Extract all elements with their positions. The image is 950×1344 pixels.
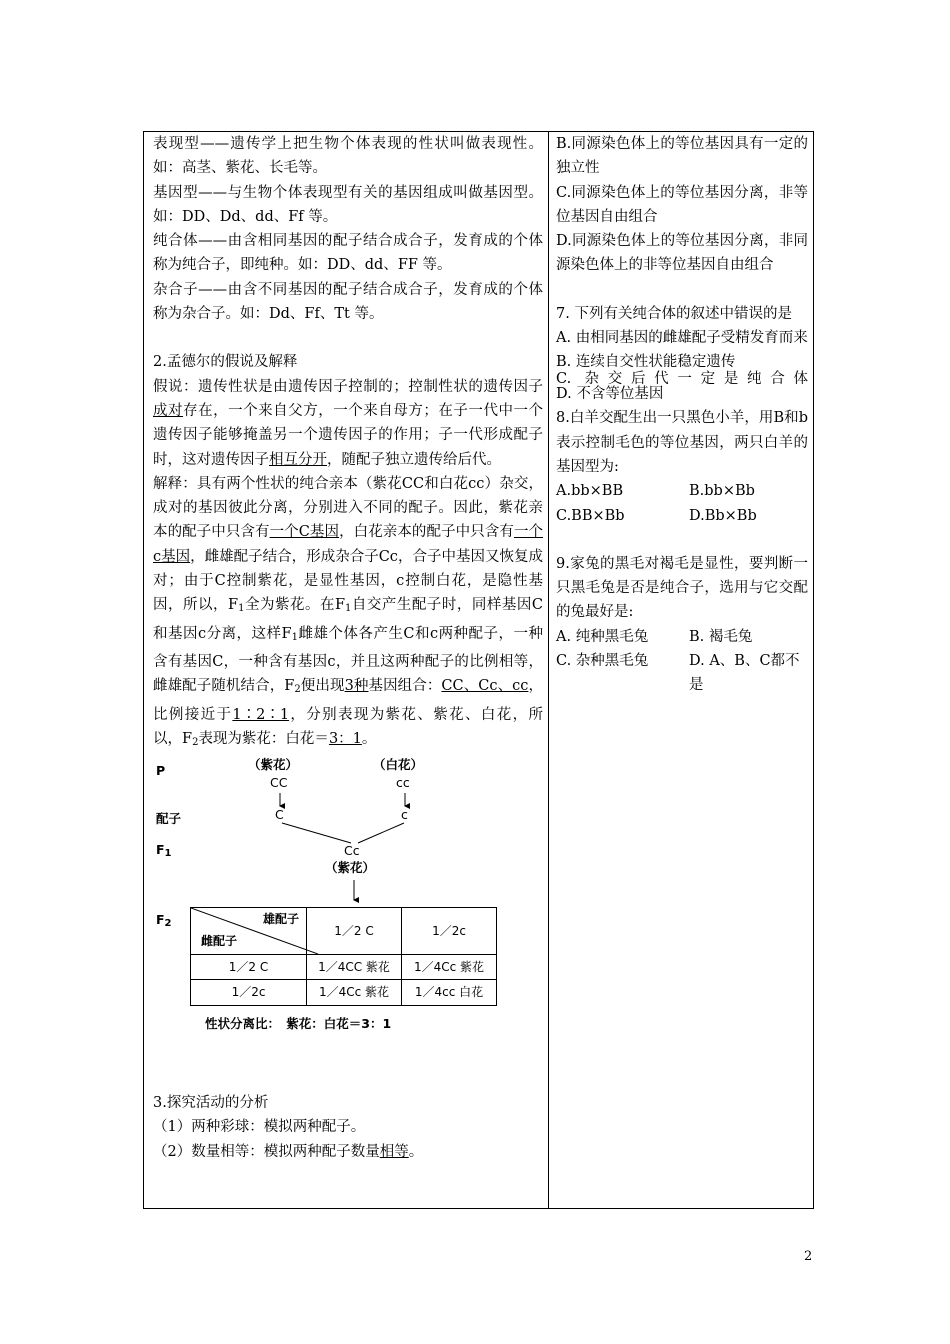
gamete-1: C [275, 807, 284, 823]
q9-option-a: A. 纯种黑毛兔 [556, 628, 649, 645]
label-gametes: 配子 [156, 811, 182, 827]
header-diagonal-cell [191, 908, 307, 955]
q7-option-d: D. 不含等位基因 [556, 386, 664, 403]
table-row [191, 955, 497, 980]
def-genotype: 基因型——与生物个体表现型有关的基因组成叫做基因型。如：DD、Dd、dd、Ff 等。 [153, 184, 543, 225]
female-gamete-label: 雌配子 [201, 934, 238, 949]
genetic-cross-diagram [153, 757, 543, 1057]
column-divider [548, 132, 549, 1208]
row-header-2: 1／2c [191, 980, 307, 1005]
f1-phenotype: （紫花） [325, 860, 376, 876]
q9-option-c: C. 杂种黑毛兔 [556, 653, 649, 670]
left-column [153, 132, 543, 1164]
line-gamete2 [358, 823, 404, 843]
q7-option-c: C. 杂交后代一定是纯合体 [556, 371, 808, 388]
section-3-title: 3.探究活动的分析 [153, 1095, 269, 1112]
section-3-item-2: （2）数量相等：模拟两种配子数量相等。 [153, 1143, 424, 1160]
content-table [143, 131, 814, 1209]
hypothesis-paragraph: 假说：遗传性状是由遗传因子控制的；控制性状的遗传因子成对存在，一个来自父方，一个来自母方；在子一代中一个遗传因子能够掩盖另一个遗传因子的作用；子一代形成配子时，这对遗传因子相互分开，随配子独立遗传给后代。 [153, 378, 544, 468]
q6-option-b: B.同源染色体上的等位基因具有一定的独立性 [556, 136, 808, 177]
q9-options-row-2 [556, 649, 808, 698]
parent1-label: （紫花） [248, 757, 299, 773]
q9-option-d: D. A、B、C都不是 [689, 653, 800, 694]
label-p: P [156, 763, 166, 779]
q9-stem: 9.家兔的黑毛对褐毛是显性，要判断一只黑毛兔是否是纯合子，选用与它交配的兔最好是: [556, 555, 808, 621]
label-f2: $F_2$ [156, 912, 172, 930]
male-gamete-label: 雄配子 [263, 912, 300, 927]
cell-1-1: 1／4CC 紫花 [307, 955, 402, 980]
section-2-title: 2.孟德尔的假说及解释 [153, 354, 298, 371]
q6-option-c: C.同源染色体上的等位基因分离，非等位基因自由组合 [556, 184, 808, 225]
def-phenotype: 表现型——遗传学上把生物个体表现的性状叫做表现性。如：高茎、紫花、长毛等。 [153, 136, 543, 177]
q7-option-a: A. 由相同基因的雌雄配子受精发育而来 [556, 330, 808, 347]
section-3-item-1: （1）两种彩球：模拟两种配子。 [153, 1119, 366, 1136]
q9-options-row-1 [556, 625, 808, 649]
cell-1-2: 1／4Cc 紫花 [402, 955, 497, 980]
q8-options-row-2 [556, 504, 808, 528]
col-header-2: 1／2c [402, 908, 497, 955]
cross-lines [153, 757, 543, 907]
q8-option-b: B.bb×Bb [689, 483, 755, 500]
parent2-label: （白花） [373, 757, 424, 773]
cell-2-2: 1／4cc 白花 [402, 980, 497, 1005]
parent2-genotype: cc [396, 775, 410, 791]
q8-options-row-1 [556, 479, 808, 503]
table-row [191, 980, 497, 1005]
table-row [191, 908, 497, 955]
gamete-2: c [401, 807, 408, 823]
q8-option-d: D.Bb×Bb [689, 507, 757, 524]
line-gamete1 [282, 823, 351, 843]
col-header-1: 1／2 C [307, 908, 402, 955]
q9-option-b: B. 褐毛兔 [689, 628, 753, 645]
q7-stem: 7. 下列有关纯合体的叙述中错误的是 [556, 305, 792, 322]
label-f1: $F_1$ [156, 842, 172, 860]
row-header-1: 1／2 C [191, 955, 307, 980]
q8-option-a: A.bb×BB [556, 483, 624, 500]
page-number: 2 [804, 1249, 813, 1264]
def-heterozygote: 杂合子——由含不同基因的配子结合成合子，发育成的个体称为杂合子。如：Dd、Ff、Tt 等。 [153, 281, 543, 323]
q8-stem: 8.白羊交配生出一只黑色小羊，用B和b表示控制毛色的等位基因，两只白羊的基因型为: [556, 410, 808, 475]
q6-option-d: D.同源染色体上的等位基因分离，非同源染色体上的非等位基因自由组合 [556, 233, 808, 274]
explanation-paragraph: 解释：具有两个性状的纯合亲本（紫花CC和白花cc）杂交，成对的基因彼此分离，分别进入不同的配子。因此，紫花亲本的配子中只含有一个C基因，白花亲本的配子中只含有一个c基因，雌雄配子结合，形成杂合子Cc，合子中基因又恢复成对；由于C控制紫花，是显性基因，c控制白花，是隐性基因，所以，$F_1$全为紫花。在$F_1$自交产生配子时，同样基因C和基因c分离，这样$F_1$雌雄个体各产生C和c两种配子，一种含有基因C，一种含有基因c，并且这两种配子的比例相等，雌雄配子随机结合，$F_2$便出现3种基因组合：CC、Cc、cc，比例接近于1∶2∶1，分别表现为紫花、紫花、白花，所以，$F_2$表现为紫花：白花＝3：1。 [153, 475, 544, 748]
cell-2-1: 1／4Cc 紫花 [307, 980, 402, 1005]
parent1-genotype: CC [270, 775, 288, 791]
right-column [556, 132, 808, 698]
f1-genotype: Cc [344, 843, 360, 859]
q8-option-c: C.BB×Bb [556, 507, 625, 524]
punnett-square [190, 907, 497, 1006]
q7-option-b: B. 连续自交性状能稳定遗传 [556, 354, 736, 371]
segregation-ratio: 性状分离比： 紫花：白花＝3：1 [205, 1016, 392, 1032]
def-homozygote: 纯合体——由含相同基因的配子结合成合子，发育成的个体称为纯合子，即纯种。如：DD、dd、FF 等。 [153, 233, 543, 274]
